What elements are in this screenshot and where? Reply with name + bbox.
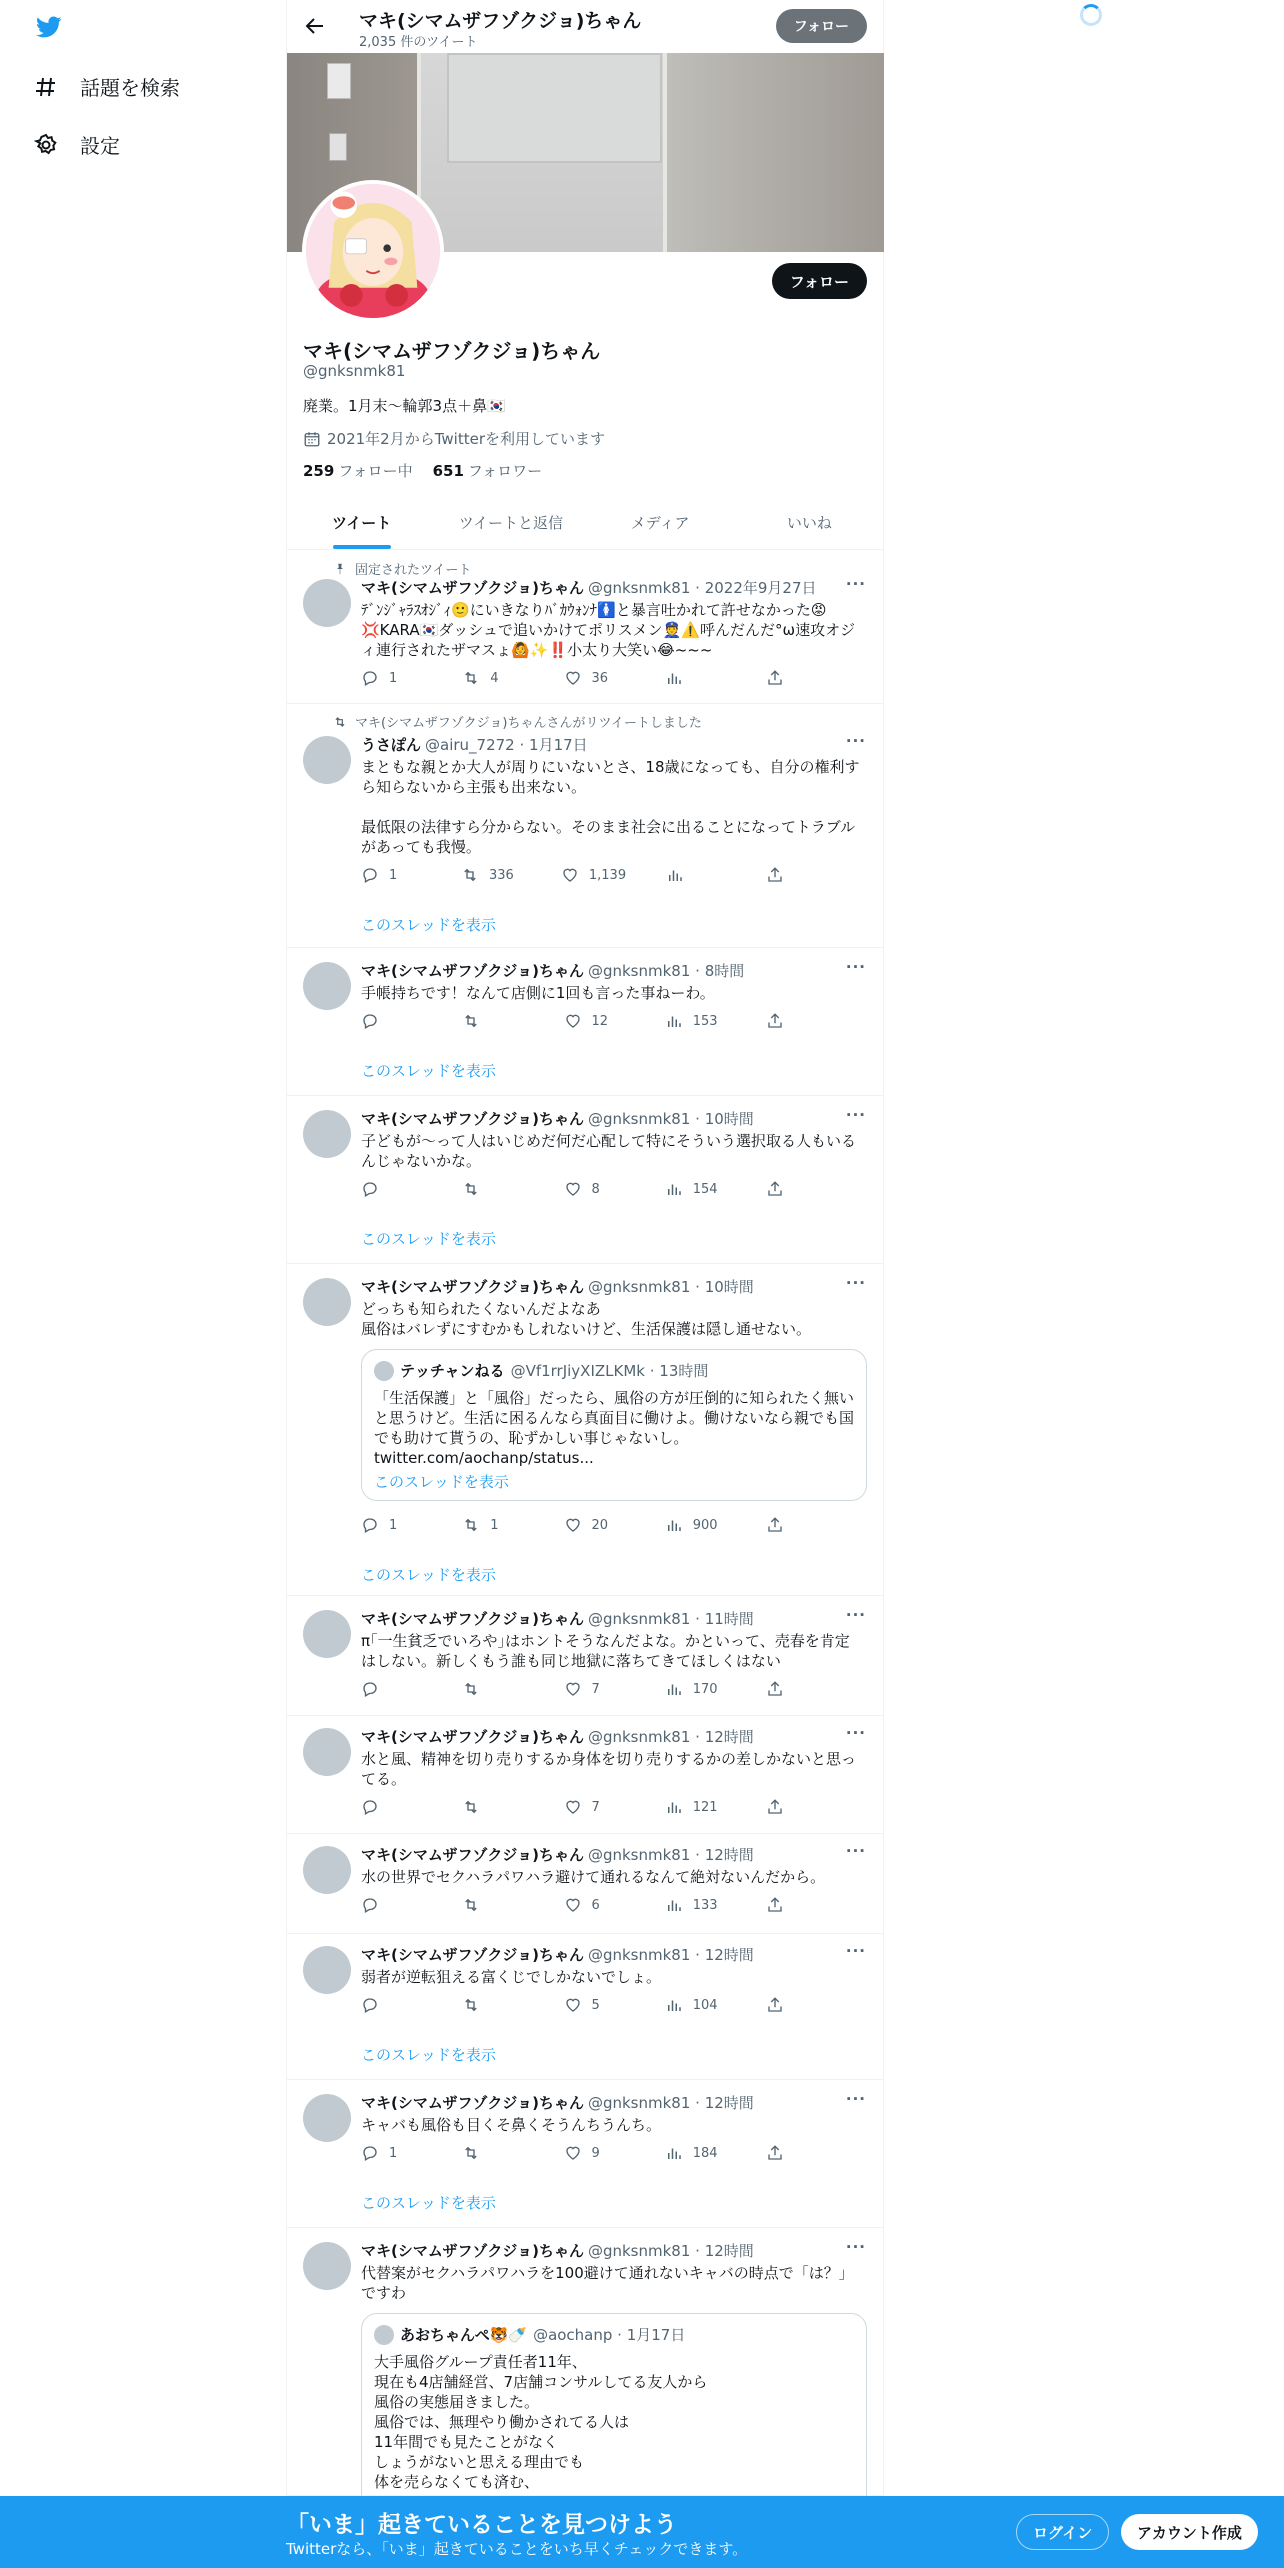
profile-bio: 廃業。1月末～輪郭3点＋鼻🇰🇷: [303, 397, 506, 415]
tweet-author-name[interactable]: マキ(シマムザフゾクジョ)ちゃん: [361, 579, 584, 597]
tweet-header: [361, 1108, 754, 1129]
views-count: 184: [692, 2145, 718, 2161]
like-count: 12: [591, 1013, 609, 1029]
signup-headline: 「いま」起きていることを見つけよう: [286, 2512, 677, 2538]
show-thread-link[interactable]: このスレッドを表示: [361, 1566, 496, 1584]
tweet-text: 水と風、精神を切り売りするか身体を切り売りするかの差しかないと思ってる。: [361, 1750, 857, 1788]
tweet-text: ﾃﾞﾝｼﾞｬﾗｽｵｼﾞｨ🙂にいきなりﾊﾞｶｳｫﾝﾅ🚺と暴言吐かれて許せなかった😡💢KARA🇰🇷ダッシュで追いかけてポリスメン👮⚠️呼んだんだ°ω速攻オジィ連行されたザマスょ🙆✨‼️小太り大笑い😂~~~: [361, 601, 856, 659]
views-chart-icon: [665, 1680, 683, 1698]
tweet-context-label: 固定されたツイート: [355, 563, 472, 578]
tweet-meta: @gnksnmk81 · 11時間: [587, 1610, 754, 1628]
tweet-actions: [361, 1180, 786, 1198]
heart-icon: [564, 1516, 582, 1534]
like-button[interactable]: [564, 2144, 624, 2162]
views-button[interactable]: [665, 1896, 725, 1914]
tweet-actions: [361, 1896, 786, 1914]
reply-count: 1: [389, 670, 398, 686]
retweet-button[interactable]: [462, 1012, 522, 1030]
like-button[interactable]: [564, 1180, 624, 1198]
more-options-icon[interactable]: ···: [845, 575, 866, 593]
reply-icon: [361, 1680, 379, 1698]
reply-count: 1: [389, 2145, 398, 2161]
twitter-logo-icon[interactable]: [34, 14, 64, 40]
reply-icon: [361, 1896, 379, 1914]
tab-media[interactable]: メディア: [630, 514, 690, 532]
followers-count: 651: [432, 462, 464, 480]
tweet-avatar[interactable]: [303, 962, 351, 1010]
views-count: 153: [692, 1013, 718, 1029]
followers-label: フォロワー: [467, 462, 543, 480]
reply-button[interactable]: [361, 669, 421, 687]
tweet[interactable]: [287, 551, 884, 704]
reply-icon: [361, 1798, 379, 1816]
like-count: 36: [591, 670, 609, 686]
retweet-button[interactable]: [462, 1180, 522, 1198]
share-button[interactable]: [766, 866, 786, 884]
retweet-button[interactable]: [462, 1896, 522, 1914]
more-options-icon[interactable]: ···: [845, 958, 866, 976]
tweet-author-name[interactable]: マキ(シマムザフゾクジョ)ちゃん: [361, 1610, 584, 1628]
quote-text: 大手風俗グループ責任者11年、 現在も4店舗経営、7店舗コンサルしてる友人から 風俗の実態届きました。 風俗では、無理やり働かされてる人は 11年間でも見たことがなく しょうがないと思える理由でも 体を売らなくても済む、: [374, 2353, 708, 2491]
tweet-actions: [361, 1516, 786, 1534]
quote-text: 「生活保護」と「風俗」だったら、風俗の方が圧倒的に知られたく無いと思うけど。生活に困るんなら真面目に働けよ。働けないなら親でも国でも助けて貰うの、恥ずかしい事じゃないし。 twitter.com/aochanp/status...: [374, 1389, 855, 1467]
views-count: 154: [692, 1181, 718, 1197]
tweet-avatar[interactable]: [303, 579, 351, 627]
share-button[interactable]: [766, 1180, 786, 1198]
retweet-icon: [462, 2144, 480, 2162]
quote-meta: @aochanp · 1月17日: [533, 2326, 686, 2344]
profile-stats: [303, 460, 542, 481]
tweet-context: [333, 712, 702, 731]
reply-count: 1: [389, 1517, 398, 1533]
quote-header: [374, 1360, 708, 1381]
tweet-header: [361, 2092, 754, 2113]
reply-button[interactable]: [361, 1012, 421, 1030]
retweet-button[interactable]: [462, 1798, 522, 1816]
quote-meta: @Vf1rrJiyXIZLKMk · 13時間: [510, 1362, 709, 1380]
more-options-icon[interactable]: ···: [845, 1606, 866, 1624]
tweet-header: [361, 1844, 754, 1865]
reply-button[interactable]: [361, 866, 421, 884]
like-count: 6: [591, 1897, 600, 1913]
heart-icon: [564, 1996, 582, 2014]
tweet-header: [361, 1608, 754, 1629]
like-count: 7: [591, 1681, 600, 1697]
calendar-icon: [303, 430, 321, 448]
signup-subtext: Twitterなら、「いま」起きていることをいち早くチェックできます。: [286, 2540, 748, 2558]
like-button[interactable]: [564, 1516, 624, 1534]
reply-button[interactable]: [361, 2144, 421, 2162]
share-icon: [766, 1798, 784, 1816]
show-thread-link[interactable]: このスレッドを表示: [361, 1062, 496, 1080]
share-button[interactable]: [766, 1996, 786, 2014]
views-chart-icon: [665, 1180, 683, 1198]
tweet-meta: @gnksnmk81 · 10時間: [587, 1110, 754, 1128]
tweet-meta: @airu_7272 · 1月17日: [425, 736, 588, 754]
share-icon: [766, 1180, 784, 1198]
tweet-header: [361, 734, 588, 755]
banner-detail: [329, 133, 347, 161]
tweet-author-name[interactable]: マキ(シマムザフゾクジョ)ちゃん: [361, 1278, 584, 1296]
show-thread-link[interactable]: このスレッドを表示: [361, 2046, 496, 2064]
quote-author-name: テッチャンねる: [400, 1362, 505, 1380]
views-count: 104: [692, 1997, 718, 2013]
back-arrow-icon[interactable]: [303, 14, 327, 38]
tab-likes[interactable]: いいね: [786, 514, 832, 532]
tweet-header: [361, 1276, 754, 1297]
reply-button[interactable]: [361, 1896, 421, 1914]
tweet-header: [361, 577, 817, 598]
retweet-icon: [462, 1996, 480, 2014]
share-icon: [766, 1516, 784, 1534]
like-count: 8: [591, 1181, 600, 1197]
retweet-icon: [462, 1012, 480, 1030]
tweet[interactable]: [287, 1716, 884, 1834]
like-button[interactable]: [564, 1996, 624, 2014]
like-button[interactable]: [564, 1896, 624, 1914]
retweet-icon: [333, 715, 347, 729]
tweet-author-name[interactable]: うさぽん: [361, 736, 422, 754]
tweet-context: [333, 559, 471, 578]
tweet-meta: @gnksnmk81 · 8時間: [587, 962, 745, 980]
retweet-count: 4: [490, 670, 499, 686]
profile-avatar[interactable]: [302, 180, 444, 322]
gear-icon: [34, 133, 58, 157]
profile-joined-label: 2021年2月からTwitterを利用しています: [327, 430, 605, 448]
reply-button[interactable]: [361, 1996, 421, 2014]
heart-icon: [564, 2144, 582, 2162]
tweet-meta: @gnksnmk81 · 2022年9月27日: [587, 579, 817, 597]
tweet[interactable]: [287, 1264, 884, 1596]
views-chart-icon: [665, 1516, 683, 1534]
tweet-avatar[interactable]: [303, 2094, 351, 2142]
tweet-meta: @gnksnmk81 · 10時間: [587, 1278, 754, 1296]
more-options-icon[interactable]: ···: [845, 1942, 866, 1960]
reply-button[interactable]: [361, 1798, 421, 1816]
views-chart-icon: [665, 669, 683, 687]
tweet-avatar[interactable]: [303, 1728, 351, 1776]
retweet-icon: [462, 669, 480, 687]
retweet-count: 336: [488, 867, 514, 883]
share-icon: [766, 1996, 784, 2014]
heart-icon: [564, 1180, 582, 1198]
views-count: 121: [692, 1799, 718, 1815]
reply-icon: [361, 866, 379, 884]
tweet-text: キャバも風俗も目くそ鼻くそうんちうんち。: [361, 2116, 662, 2134]
views-count: 900: [692, 1517, 718, 1533]
share-icon: [766, 1896, 784, 1914]
tweet-meta: @gnksnmk81 · 12時間: [587, 2094, 754, 2112]
tweet-header: [361, 1726, 754, 1747]
quote-avatar: [374, 2325, 394, 2345]
tab-tweets[interactable]: ツイート: [287, 497, 436, 549]
tweet-actions: [361, 1798, 786, 1816]
share-button[interactable]: [766, 1012, 786, 1030]
more-options-icon[interactable]: ···: [845, 732, 866, 750]
like-button[interactable]: [564, 1680, 624, 1698]
reply-button[interactable]: [361, 1516, 421, 1534]
reply-icon: [361, 1012, 379, 1030]
tweet-avatar[interactable]: [303, 736, 351, 784]
tweet-meta: @gnksnmk81 · 12時間: [587, 2242, 754, 2260]
profile-tabs: [287, 497, 884, 550]
share-button[interactable]: [766, 1680, 786, 1698]
share-icon: [766, 2144, 784, 2162]
tweet-meta: @gnksnmk81 · 12時間: [587, 1946, 754, 1964]
profile-handle: @gnksnmk81: [303, 362, 406, 380]
tweet-author-name[interactable]: マキ(シマムザフゾクジョ)ちゃん: [361, 2094, 584, 2112]
tweet-header: [361, 1944, 754, 1965]
quote-author-name: あおちゃんぺ🐯🍼: [400, 2326, 528, 2344]
retweet-button[interactable]: [462, 1996, 522, 2014]
tweet-text: 弱者が逆転狙える富くじでしかないでしょ。: [361, 1968, 662, 1986]
tweet-text: 代替案がセクハラパワハラを100避けて通れないキャバの時点で「は？」ですわ: [361, 2264, 854, 2302]
more-options-icon[interactable]: ···: [845, 1724, 866, 1742]
show-thread-link[interactable]: このスレッドを表示: [361, 916, 496, 934]
retweet-icon: [462, 1896, 480, 1914]
tweet-context-label: マキ(シマムザフゾクジョ)ちゃんさんがリツイートしました: [355, 716, 702, 731]
views-button[interactable]: [665, 1012, 725, 1030]
tweet-text: 手帳持ちです！なんて店側に1回も言った事ねーわ。: [361, 984, 715, 1002]
tweet-avatar[interactable]: [303, 1278, 351, 1326]
more-options-icon[interactable]: ···: [845, 1842, 866, 1860]
tweet-author-name[interactable]: マキ(シマムザフゾクジョ)ちゃん: [361, 962, 584, 980]
tweet-author-name[interactable]: マキ(シマムザフゾクジョ)ちゃん: [361, 1846, 584, 1864]
heart-icon: [564, 1896, 582, 1914]
more-options-icon[interactable]: ···: [845, 2238, 866, 2256]
hashtag-icon: [34, 75, 58, 99]
tweet[interactable]: [287, 2228, 884, 2496]
following-count: 259: [303, 462, 335, 480]
views-chart-icon: [665, 1996, 683, 2014]
share-icon: [766, 1012, 784, 1030]
quote-tweet[interactable]: [361, 1349, 867, 1501]
more-options-icon[interactable]: ···: [845, 1106, 866, 1124]
tweet[interactable]: [287, 1934, 884, 2080]
header-tweet-count: 2,035 件のツイート: [359, 35, 478, 50]
tweet-avatar[interactable]: [303, 1110, 351, 1158]
retweet-button[interactable]: [462, 1680, 522, 1698]
quote-tweet[interactable]: [361, 2313, 867, 2513]
tweet-actions: [361, 1012, 786, 1030]
tweet[interactable]: [287, 704, 884, 948]
tweet[interactable]: [287, 2080, 884, 2228]
share-icon: [766, 866, 784, 884]
tweet-text: 水の世界でセクハラパワハラ避けて通れるなんて絶対ないんだから。: [361, 1868, 826, 1886]
signup-banner: [0, 2496, 1284, 2568]
tab-tweets-replies[interactable]: ツイートと返信: [458, 514, 563, 532]
tweet-text: π｢一生貧乏でいろや｣はホントそうなんだよな。かといって、売春を肯定はしない。新しくもう誰も同じ地獄に落ちてきてほしくはない: [361, 1632, 850, 1670]
share-button[interactable]: [766, 1516, 786, 1534]
views-button[interactable]: [665, 1996, 725, 2014]
profile-joined: [303, 428, 605, 449]
like-button[interactable]: [564, 669, 624, 687]
banner-detail: [447, 53, 662, 163]
tweet[interactable]: [287, 1596, 884, 1716]
views-count: 170: [692, 1681, 718, 1697]
views-chart-icon: [666, 866, 684, 884]
login-button[interactable]: ログイン: [1016, 2514, 1109, 2550]
pin-icon: [333, 562, 347, 576]
quote-show-thread-link[interactable]: このスレッドを表示: [374, 1473, 509, 1491]
reply-button[interactable]: [361, 1680, 421, 1698]
followers-link[interactable]: [433, 460, 543, 481]
following-link[interactable]: [303, 460, 413, 481]
tweet-text: どっちも知られたくないんだよなあ 風俗はバレずにすむかもしれないけど、生活保護は隠し通せない。: [361, 1300, 812, 1338]
show-thread-link[interactable]: このスレッドを表示: [361, 1230, 496, 1248]
views-button[interactable]: [665, 1798, 725, 1816]
nav-explore-label: 話題を検索: [80, 76, 180, 100]
retweet-button[interactable]: [462, 669, 522, 687]
nav-settings[interactable]: [34, 130, 120, 159]
retweet-button[interactable]: [462, 1516, 522, 1534]
tweet-actions: [361, 669, 786, 687]
tweet-author-name[interactable]: マキ(シマムザフゾクジョ)ちゃん: [361, 2242, 584, 2260]
nav-settings-label: 設定: [80, 134, 120, 158]
like-count: 5: [591, 1997, 600, 2013]
tweet-header: [361, 960, 744, 981]
views-button[interactable]: [665, 1180, 725, 1198]
tweet-actions: [361, 866, 786, 884]
more-options-icon[interactable]: ···: [845, 2090, 866, 2108]
heart-icon: [564, 1012, 582, 1030]
tweet-avatar[interactable]: [303, 1610, 351, 1658]
like-button[interactable]: [561, 866, 626, 884]
quote-avatar: [374, 1361, 394, 1381]
retweet-icon: [461, 866, 479, 884]
share-button[interactable]: [766, 2144, 786, 2162]
views-chart-icon: [665, 1012, 683, 1030]
like-button[interactable]: [564, 1012, 624, 1030]
retweet-button[interactable]: [462, 2144, 522, 2162]
like-count: 7: [591, 1799, 600, 1815]
views-chart-icon: [665, 2144, 683, 2162]
reply-button[interactable]: [361, 1180, 421, 1198]
tweet-avatar[interactable]: [303, 2242, 351, 2290]
share-button[interactable]: [766, 1896, 786, 1914]
loading-spinner-icon: [1080, 4, 1102, 26]
tweet-text: 子どもが～って人はいじめだ何だ心配して特にそういう選択取る人もいるんじゃないかな。: [361, 1132, 857, 1170]
like-count: 20: [591, 1517, 609, 1533]
following-label: フォロー中: [338, 462, 413, 480]
reply-icon: [361, 1516, 379, 1534]
tweet-author-name[interactable]: マキ(シマムザフゾクジョ)ちゃん: [361, 1110, 584, 1128]
reply-icon: [361, 669, 379, 687]
profile-column: [286, 0, 884, 2568]
views-button[interactable]: [666, 866, 726, 884]
reply-icon: [361, 1996, 379, 2014]
share-button[interactable]: [766, 1798, 786, 1816]
follow-button[interactable]: フォロー: [772, 263, 867, 299]
avatar-illustration: [306, 184, 440, 318]
reply-icon: [361, 1180, 379, 1198]
show-thread-link[interactable]: このスレッドを表示: [361, 2194, 496, 2212]
tweet-author-name[interactable]: マキ(シマムザフゾクジョ)ちゃん: [361, 1946, 584, 1964]
tweet-meta: @gnksnmk81 · 12時間: [587, 1846, 754, 1864]
retweet-button[interactable]: [461, 866, 521, 884]
views-chart-icon: [665, 1798, 683, 1816]
retweet-icon: [462, 1180, 480, 1198]
views-button[interactable]: [665, 669, 725, 687]
heart-icon: [564, 1680, 582, 1698]
tweet-actions: [361, 1680, 786, 1698]
tweet-actions: [361, 1996, 786, 2014]
views-count: 133: [692, 1897, 718, 1913]
views-chart-icon: [665, 1896, 683, 1914]
signup-button[interactable]: アカウント作成: [1121, 2514, 1258, 2550]
tweet-avatar[interactable]: [303, 1846, 351, 1894]
banner-detail: [327, 63, 351, 99]
tweet[interactable]: [287, 1834, 884, 1934]
tweet[interactable]: [287, 948, 884, 1096]
profile-name: マキ(シマムザフゾクジョ)ちゃん: [303, 339, 601, 363]
like-count: 9: [591, 2145, 600, 2161]
heart-icon: [561, 866, 579, 884]
quote-header: [374, 2324, 685, 2345]
retweet-icon: [462, 1798, 480, 1816]
tweet-avatar[interactable]: [303, 1946, 351, 1994]
tweet-meta: @gnksnmk81 · 12時間: [587, 1728, 754, 1746]
retweet-icon: [462, 1516, 480, 1534]
views-button[interactable]: [665, 1516, 725, 1534]
profile-header-bar: [287, 0, 883, 53]
retweet-count: 1: [490, 1517, 499, 1533]
more-options-icon[interactable]: ···: [845, 1274, 866, 1292]
header-follow-button[interactable]: フォロー: [776, 9, 867, 43]
reply-count: 1: [389, 867, 398, 883]
retweet-icon: [462, 1680, 480, 1698]
reply-icon: [361, 2144, 379, 2162]
share-icon: [766, 1680, 784, 1698]
tweet-text: まともな親とか大人が周りにいないとさ、18歳になっても、自分の権利すら知らないから主張も出来ない。 最低限の法律すら分からない。そのまま社会に出ることになってトラブルがあっても我慢。: [361, 758, 860, 856]
nav-explore[interactable]: [34, 72, 180, 101]
share-button[interactable]: [766, 669, 786, 687]
views-button[interactable]: [665, 2144, 725, 2162]
tweet[interactable]: [287, 1096, 884, 1264]
header-title: マキ(シマムザフゾクジョ)ちゃん: [359, 10, 642, 32]
heart-icon: [564, 1798, 582, 1816]
tweet-actions: [361, 2144, 786, 2162]
tweet-header: [361, 2240, 754, 2261]
share-icon: [766, 669, 784, 687]
like-count: 1,139: [588, 867, 627, 883]
tweet-author-name[interactable]: マキ(シマムザフゾクジョ)ちゃん: [361, 1728, 584, 1746]
like-button[interactable]: [564, 1798, 624, 1816]
heart-icon: [564, 669, 582, 687]
views-button[interactable]: [665, 1680, 725, 1698]
